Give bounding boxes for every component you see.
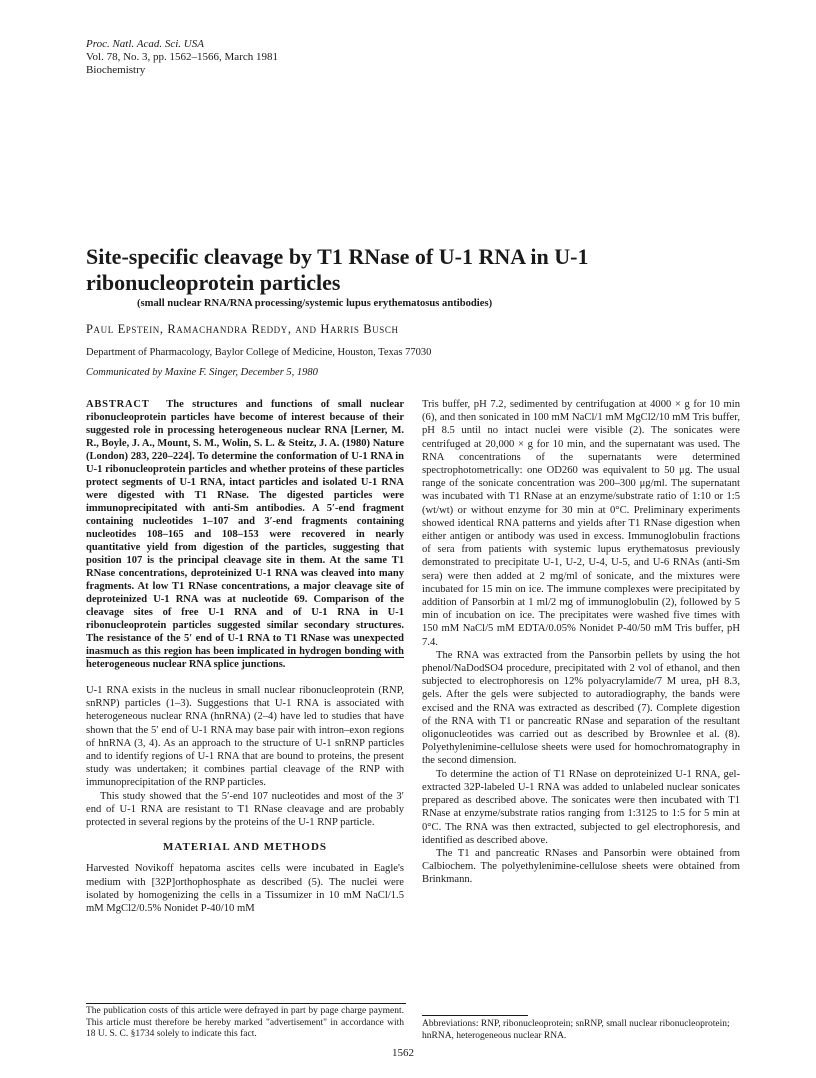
intro-paragraph-2: This study showed that the 5′-end 107 nucleotides and most of the 3′ end of U-1 RNA are resistant to T1 RNase cleavage and are probably protected in several regions by the proteins of the U-1 RNP particle.	[86, 790, 404, 829]
affiliation: Department of Pharmacology, Baylor College of Medicine, Houston, Texas 77030	[86, 347, 432, 358]
journal-header	[86, 38, 278, 77]
abbreviations-footnote: Abbreviations: RNP, ribonucleoprotein; snRNP, small nuclear ribonucleoprotein; hnRNA, heterogeneous nuclear RNA.	[422, 1019, 730, 1041]
methods-paragraph-1: Harvested Novikoff hepatoma ascites cells were incubated in Eagle's medium with [32P]orthophosphate as described (5). The nuclei were isolated by homogenizing the cells in a Tissumizer in 10 mM NaCl/1.5 mM MgCl2/0.5% Nonidet P-40/10 mM	[86, 863, 404, 915]
intro-paragraph-1: U-1 RNA exists in the nucleus in small nuclear ribonucleoprotein (RNP, snRNP) particles (1–3). Suggestions that U-1 RNA is associated with heterogeneous nuclear RNA (hnRNA) (2–4) have led to studies that have shown that the 5′ end of U-1 RNA may base pair with intron–exon regions of hnRNA (3, 4). As an approach to the structure of U-1 snRNP particles and to identify regions of U-1 RNA that are bound to proteins, the present study was undertaken; it combines partial cleavage of the RNP with immunoprecipitation of the RNP particles.	[86, 685, 404, 789]
right-column	[422, 398, 740, 887]
abstract-divider	[86, 657, 404, 658]
journal-name: Proc. Natl. Acad. Sci. USA	[86, 38, 204, 50]
abstract-text: The structures and functions of small nuclear ribonucleoprotein particles have become of interest because of their suggested role in processing heterogeneous nuclear RNA [Lerner, M. R., Boyle, J. A., Mount, S. M., Wolin, S. L. & Steitz, J. A. (1980) Nature (London) 283, 220–224]. To determine the conformation of U-1 RNA in U-1 ribonucleoprotein particles and whether proteins of these particles protect segments of U-1 RNA, intact particles and isolated U-1 RNA were digested with T1 RNase. The digested particles were immunoprecipitated with anti-Sm antibodies. A 5′-end fragment containing nucleotides 1–107 and 3′-end fragments containing nucleotides 108–165 and 108–153 were recovered in nearly quantitative yield from digestion of the particles, suggesting that position 107 is the principal cleavage site in them. At the same T1 RNase concentrations, deproteinized U-1 RNA was cleaved into many fragments. At low T1 RNase concentrations, a major cleavage site of deproteinized U-1 RNA was at nucleotide 69. Comparison of the cleavage sites of free U-1 RNA and of U-1 RNA in U-1 ribonucleoprotein particles suggested similar secondary structures. The resistance of the 5′ end of U-1 RNA to T1 RNase was unexpected inasmuch as this region has been implicated in hydrogen bonding with heterogeneous nuclear RNA splice junctions.	[86, 399, 404, 670]
keywords: (small nuclear RNA/RNA processing/systemic lupus erythematosus antibodies)	[137, 298, 493, 309]
methods-heading: MATERIAL AND METHODS	[162, 841, 328, 854]
communicated-by: Communicated by Maxine F. Singer, December 5, 1980	[86, 367, 318, 378]
authors: Paul Epstein, Ramachandra Reddy, and Harris Busch	[86, 322, 399, 336]
abbreviations-divider	[422, 1015, 528, 1016]
publication-footnote: The publication costs of this article were defrayed in part by page charge payment. This article must therefore be hereby marked "advertisement" in accordance with 18 U. S. C. §1734 solely to indicate this fact.	[86, 1006, 404, 1039]
journal-section: Biochemistry	[86, 64, 146, 76]
article-title: Site-specific cleavage by T1 RNase of U-1 RNA in U-1 ribonucleoprotein particles	[86, 244, 589, 295]
abstract-label: ABSTRACT	[86, 399, 150, 410]
page-number: 1562	[392, 1047, 414, 1059]
journal-volume: Vol. 78, No. 3, pp. 1562–1566, March 1981	[86, 51, 278, 63]
methods-paragraph-2: Tris buffer, pH 7.2, sedimented by centrifugation at 4000 × g for 10 min (6), and then sonicated in 100 mM NaCl/1 mM MgCl2/10 mM Tris buffer, pH 8.5 until no intact nuclei were visible (2). The sonicates were centrifuged at 20,000 × g for 10 min, and the supernatant was used. The RNA concentrations of the supernatants were determined spectrophotometrically: one OD260 was equivalent to 50 μg. The usual range of the sonicate concentration was 200–300 μg/ml. The supernatant was incubated with T1 RNase at an enzyme/substrate ratio of 1:10 or 1:5 (wt/wt) or without enzyme for 30 min at 0°C. Preliminary experiments showed identical RNA patterns and yields after T1 RNase digestion when either antigen or antibody was used in excess. Immunoglobulin fractions of sera from patients with systemic lupus erythematosus previously demonstrated to precipitate U-1, U-2, U-4, U-5, and U-6 RNAs (anti-Sm sera) were then added at 2 mg/ml of sonicate, and the mixtures were incubated for 15 min on ice. The immune complexes were precipitated by addition of Pansorbin at 1 ml/2 mg of immunoglobulin (2), followed by 5 min of incubation on ice. The precipitates were washed five times with 150 mM NaCl/5 mM EDTA/0.05% Nonidet P-40/50 mM Tris buffer, pH 7.4.	[422, 399, 740, 648]
methods-paragraph-4: To determine the action of T1 RNase on deproteinized U-1 RNA, gel-extracted 32P-labeled U-1 RNA was added to unlabeled nuclear sonicates prepared as described above. The sonicates were then incubated with T1 RNase at enzyme/substrate ratios ranging from 1:3125 to 1:5 for 5 min at 0°C. The RNA was then extracted, subjected to gel electrophoresis, and identified as described above.	[422, 768, 740, 846]
footnote-divider	[86, 1003, 406, 1004]
methods-paragraph-3: The RNA was extracted from the Pansorbin pellets by using the hot phenol/NaDodSO4 procedure, precipitated with 2 vol of ethanol, and then subjected to electrophoresis on 12% polyacrylamide/7 M urea, pH 8.3, gels. After the gels were subjected to autoradiography, the bands were excised and the RNA was extracted as described (7). Complete digestion of the RNA with T1 or pancreatic RNase and separation of the resultant oligonucleotides was carried out as described by Brownlee et al. (8). Polyethylenimine-cellulose sheets were used for homochromatography in the second dimension.	[422, 649, 740, 767]
abstract	[86, 398, 404, 671]
methods-paragraph-5: The T1 and pancreatic RNases and Pansorbin were obtained from Calbiochem. The polyethylenimine-cellulose sheets were obtained from Brinkmann.	[422, 847, 740, 886]
